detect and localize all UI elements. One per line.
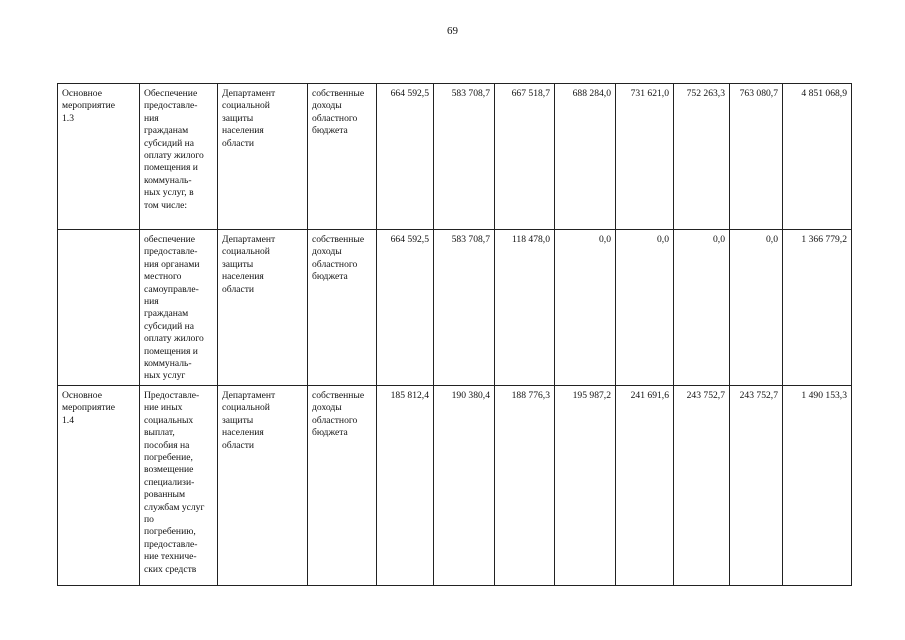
cell-text-line: гражданам: [144, 125, 189, 137]
cell-value: 0,0: [555, 230, 616, 386]
cell-text-line: области: [222, 283, 255, 295]
cell-measure: [58, 230, 140, 386]
cell-total: 1 490 153,3: [783, 385, 852, 585]
cell-text-line: местного: [144, 271, 182, 283]
cell-text-line: мероприятие: [62, 402, 115, 414]
cell-funding-source: [308, 84, 377, 230]
cell-total: 1 366 779,2: [783, 230, 852, 386]
budget-table: [57, 83, 852, 586]
cell-text-line: бюджета: [312, 427, 348, 439]
cell-text-line: области: [222, 439, 255, 451]
cell-text-line: субсидий на: [144, 137, 195, 149]
cell-text-line: коммуналь-: [144, 174, 192, 186]
cell-text-line: защиты: [222, 414, 254, 426]
cell-text-line: областного: [312, 112, 358, 124]
cell-description: [140, 84, 218, 230]
cell-text-line: социальной: [222, 100, 270, 112]
cell-text-line: ных услуг, в: [144, 187, 194, 199]
cell-executor: [218, 84, 308, 230]
cell-text-line: областного: [312, 414, 358, 426]
cell-text-line: погребению,: [144, 526, 196, 538]
cell-value: 583 708,7: [434, 230, 495, 386]
cell-value: 0,0: [730, 230, 783, 386]
cell-text-line: Основное: [62, 389, 102, 401]
cell-text-line: Обеспечение: [144, 88, 198, 99]
cell-value: 118 478,0: [495, 230, 555, 386]
cell-text-line: обеспечение: [144, 234, 196, 245]
cell-value: 0,0: [616, 230, 674, 386]
cell-text-line: доходы: [312, 100, 342, 112]
cell-value: 0,0: [674, 230, 730, 386]
cell-text-line: Департамент: [222, 234, 276, 245]
cell-measure: [58, 385, 140, 585]
cell-text-line: возмещение: [144, 464, 194, 476]
table-row: [58, 385, 852, 585]
cell-text-line: предоставле-: [144, 100, 198, 112]
cell-funding-source: [308, 385, 377, 585]
table-row: [58, 230, 852, 386]
cell-text-line: областного: [312, 258, 358, 270]
cell-text-line: защиты: [222, 258, 254, 270]
cell-value: 241 691,6: [616, 385, 674, 585]
cell-text-line: ных услуг: [144, 370, 186, 382]
cell-executor: [218, 385, 308, 585]
cell-text-line: самоуправле-: [144, 283, 199, 295]
cell-text-line: собственные: [312, 389, 365, 401]
cell-text-line: пособия на: [144, 439, 190, 451]
cell-value: 243 752,7: [674, 385, 730, 585]
cell-text-line: ских средств: [144, 563, 197, 575]
cell-text-line: Основное: [62, 88, 102, 99]
cell-value: 688 284,0: [555, 84, 616, 230]
cell-value: 664 592,5: [377, 84, 434, 230]
cell-value: 667 518,7: [495, 84, 555, 230]
cell-text-line: населения: [222, 271, 264, 283]
cell-text-line: социальных: [144, 414, 194, 426]
cell-funding-source: [308, 230, 377, 386]
cell-text-line: бюджета: [312, 125, 348, 137]
cell-text-line: предоставле-: [144, 246, 198, 258]
cell-text-line: ние иных: [144, 402, 183, 414]
cell-text-line: области: [222, 137, 255, 149]
cell-text-line: ние техниче-: [144, 551, 197, 563]
cell-text-line: ния: [144, 112, 159, 124]
cell-text-line: помещения и: [144, 345, 198, 357]
page-number: 69: [447, 25, 458, 37]
cell-text-line: ния: [144, 296, 159, 308]
cell-text-line: помещения и: [144, 162, 198, 174]
cell-text-line: субсидий на: [144, 320, 195, 332]
cell-text-line: собственные: [312, 234, 365, 245]
cell-text-line: собственные: [312, 88, 365, 99]
cell-text-line: предоставле-: [144, 538, 198, 550]
cell-text-line: ния органами: [144, 258, 200, 270]
cell-value: 243 752,7: [730, 385, 783, 585]
cell-text-line: службам услуг: [144, 501, 205, 513]
cell-description: [140, 230, 218, 386]
cell-value: 185 812,4: [377, 385, 434, 585]
cell-total: 4 851 068,9: [783, 84, 852, 230]
cell-value: 188 776,3: [495, 385, 555, 585]
cell-text-line: оплату жилого: [144, 150, 204, 162]
cell-text-line: выплат,: [144, 427, 175, 439]
cell-measure: [58, 84, 140, 230]
cell-text-line: доходы: [312, 246, 342, 258]
table-row: [58, 84, 852, 230]
cell-text-line: социальной: [222, 246, 270, 258]
cell-value: 752 263,3: [674, 84, 730, 230]
cell-text-line: гражданам: [144, 308, 189, 320]
cell-text-line: населения: [222, 427, 264, 439]
cell-text-line: оплату жилого: [144, 333, 204, 345]
cell-text-line: населения: [222, 125, 264, 137]
cell-text-line: погребение,: [144, 451, 193, 463]
cell-value: 190 380,4: [434, 385, 495, 585]
cell-text-line: Департамент: [222, 88, 276, 99]
cell-text-line: по: [144, 513, 154, 525]
cell-text-line: 1.4: [62, 414, 74, 426]
cell-description: [140, 385, 218, 585]
cell-value: 763 080,7: [730, 84, 783, 230]
cell-text-line: коммуналь-: [144, 358, 192, 370]
cell-text-line: специализи-: [144, 476, 195, 488]
cell-text-line: доходы: [312, 402, 342, 414]
cell-text-line: Департамент: [222, 389, 276, 401]
cell-text-line: защиты: [222, 112, 254, 124]
cell-value: 195 987,2: [555, 385, 616, 585]
cell-value: 731 621,0: [616, 84, 674, 230]
cell-text-line: 1.3: [62, 112, 74, 124]
cell-text-line: бюджета: [312, 271, 348, 283]
cell-value: 664 592,5: [377, 230, 434, 386]
cell-executor: [218, 230, 308, 386]
cell-text-line: том числе:: [144, 199, 188, 211]
cell-text-line: социальной: [222, 402, 270, 414]
cell-text-line: рованным: [144, 489, 186, 501]
cell-text-line: Предоставле-: [144, 389, 200, 401]
table-body: [58, 84, 852, 586]
cell-text-line: мероприятие: [62, 100, 115, 112]
cell-value: 583 708,7: [434, 84, 495, 230]
